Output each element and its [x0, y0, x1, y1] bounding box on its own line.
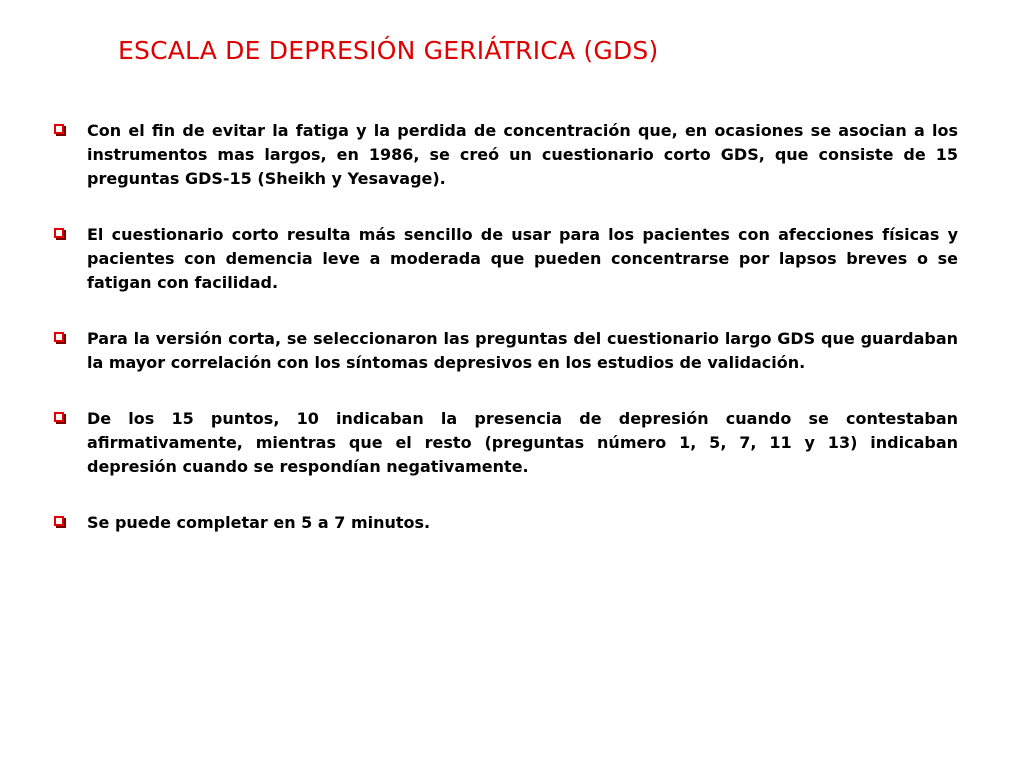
bullet-item	[53, 511, 958, 535]
bullet-text: Para la versión corta, se seleccionaron las preguntas del cuestionario largo GDS que guardaban la mayor correlación con los síntomas depresivos en los estudios de validación.	[87, 329, 958, 372]
bullet-item	[53, 119, 958, 191]
bullet-item	[53, 407, 958, 479]
bullet-list	[53, 119, 958, 567]
slide-title: ESCALA DE DEPRESIÓN GERIÁTRICA (GDS)	[118, 36, 659, 65]
bullet-text: De los 15 puntos, 10 indicaban la presencia de depresión cuando se contestaban afirmativamente, mientras que el resto (preguntas número 1, 5, 7, 11 y 13) indicaban depresión cuando se respondían negativamente.	[87, 409, 958, 476]
hollow-square-bullet-icon	[54, 516, 64, 526]
hollow-square-bullet-icon	[54, 332, 64, 342]
bullet-text: Se puede completar en 5 a 7 minutos.	[87, 513, 431, 532]
hollow-square-bullet-icon	[54, 124, 64, 134]
bullet-item	[53, 327, 958, 375]
hollow-square-bullet-icon	[54, 412, 64, 422]
bullet-text: El cuestionario corto resulta más sencillo de usar para los pacientes con afecciones físicas y pacientes con demencia leve a moderada que pueden concentrarse por lapsos breves o se fatigan con facilidad.	[87, 225, 958, 292]
hollow-square-bullet-icon	[54, 228, 64, 238]
bullet-text: Con el fin de evitar la fatiga y la perdida de concentración que, en ocasiones se asocian a los instrumentos mas largos, en 1986, se creó un cuestionario corto GDS, que consiste de 15 preguntas GDS-15 (Sheikh y Yesavage).	[87, 121, 958, 188]
bullet-item	[53, 223, 958, 295]
